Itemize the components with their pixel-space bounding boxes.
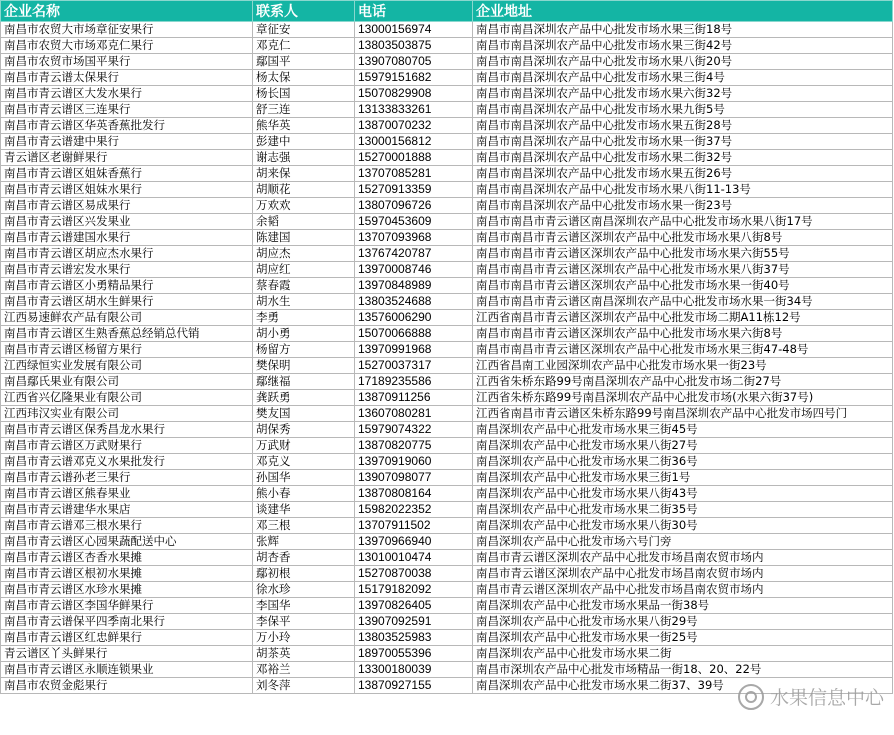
table-row — [1, 662, 893, 678]
phone-cell[interactable]: 15270001888 — [355, 150, 473, 166]
company-name-cell[interactable]: 南昌市青云谱区三连果行 — [1, 102, 253, 118]
company-name-cell[interactable]: 南昌市青云谱区根初水果摊 — [1, 566, 253, 582]
contact-cell[interactable]: 万小玲 — [253, 630, 355, 646]
address-cell[interactable]: 南昌深圳农产品中心批发市场水果品一街38号 — [473, 598, 893, 614]
phone-cell[interactable]: 15070066888 — [355, 326, 473, 342]
address-cell[interactable]: 南昌市南昌深圳农产品中心批发市场水果五街26号 — [473, 166, 893, 182]
phone-cell[interactable]: 15070829908 — [355, 86, 473, 102]
contact-cell[interactable]: 彭建中 — [253, 134, 355, 150]
company-name-cell[interactable]: 南昌市农贸大市场邓克仁果行 — [1, 38, 253, 54]
table-row — [1, 438, 893, 454]
phone-cell[interactable]: 13907098077 — [355, 470, 473, 486]
address-cell[interactable]: 南昌深圳农产品中心批发市场水果八街30号 — [473, 518, 893, 534]
phone-cell[interactable]: 13907092591 — [355, 614, 473, 630]
address-cell[interactable]: 南昌市南昌深圳农产品中心批发市场水果五街28号 — [473, 118, 893, 134]
table-row — [1, 278, 893, 294]
table-row — [1, 646, 893, 662]
table-row — [1, 198, 893, 214]
address-cell[interactable]: 南昌深圳农产品中心批发市场水果八街27号 — [473, 438, 893, 454]
header-phone[interactable]: 电话 — [355, 1, 473, 22]
company-name-cell[interactable]: 江西玮汉实业有限公司 — [1, 406, 253, 422]
contact-cell[interactable]: 鄢国平 — [253, 54, 355, 70]
table-row — [1, 294, 893, 310]
company-name-cell[interactable]: 青云谱区老谢鲜果行 — [1, 150, 253, 166]
address-cell[interactable]: 南昌市深圳农产品中心批发市场精品一街18、20、22号 — [473, 662, 893, 678]
address-cell[interactable]: 南昌深圳农产品中心批发市场水果二街 — [473, 646, 893, 662]
table-row — [1, 454, 893, 470]
phone-cell[interactable]: 15270037317 — [355, 358, 473, 374]
phone-cell[interactable]: 13970991968 — [355, 342, 473, 358]
company-name-cell[interactable]: 江西绿恒实业发展有限公司 — [1, 358, 253, 374]
table-row — [1, 230, 893, 246]
address-cell[interactable]: 南昌市南昌市青云谱区深圳农产品中心批发市场水果六街8号 — [473, 326, 893, 342]
table-row — [1, 22, 893, 38]
company-name-cell[interactable]: 南昌市青云谱区杨留方果行 — [1, 342, 253, 358]
address-cell[interactable]: 南昌市南昌市青云谱区深圳农产品中心批发市场水果三街47-48号 — [473, 342, 893, 358]
phone-cell[interactable]: 13133833261 — [355, 102, 473, 118]
table-row — [1, 214, 893, 230]
contact-cell[interactable]: 鄢继福 — [253, 374, 355, 390]
table-row — [1, 374, 893, 390]
phone-cell[interactable]: 13870070232 — [355, 118, 473, 134]
phone-cell[interactable]: 15979074322 — [355, 422, 473, 438]
table-row — [1, 518, 893, 534]
company-name-cell[interactable]: 南昌市青云谱区易成果行 — [1, 198, 253, 214]
contact-cell[interactable]: 孙国华 — [253, 470, 355, 486]
company-name-cell[interactable]: 南昌市青云谱区胡应杰水果行 — [1, 246, 253, 262]
contact-cell[interactable]: 万武财 — [253, 438, 355, 454]
company-name-cell[interactable]: 南昌市青云谱建国水果行 — [1, 230, 253, 246]
contact-cell[interactable]: 杨太保 — [253, 70, 355, 86]
table-row — [1, 326, 893, 342]
header-company-name[interactable]: 企业名称 — [1, 1, 253, 22]
phone-cell[interactable]: 13970008746 — [355, 262, 473, 278]
header-address[interactable]: 企业地址 — [473, 1, 893, 22]
address-cell[interactable]: 南昌市南昌深圳农产品中心批发市场水果一街23号 — [473, 198, 893, 214]
address-cell[interactable]: 南昌市南昌市青云谱区深圳农产品中心批发市场水果八街37号 — [473, 262, 893, 278]
contact-cell[interactable]: 谢志强 — [253, 150, 355, 166]
table-row — [1, 422, 893, 438]
contact-cell[interactable]: 章征安 — [253, 22, 355, 38]
company-name-cell[interactable]: 南昌市青云谱区大发水果行 — [1, 86, 253, 102]
company-name-cell[interactable]: 江西省兴亿隆果业有限公司 — [1, 390, 253, 406]
company-name-cell[interactable]: 南昌市青云谱区心园果蔬配送中心 — [1, 534, 253, 550]
company-name-cell[interactable]: 南昌市青云谱区杏香水果摊 — [1, 550, 253, 566]
contact-cell[interactable]: 张辉 — [253, 534, 355, 550]
contact-cell[interactable]: 李勇 — [253, 310, 355, 326]
address-cell[interactable]: 南昌深圳农产品中心批发市场六号门旁 — [473, 534, 893, 550]
table-row — [1, 502, 893, 518]
phone-cell[interactable]: 13803524688 — [355, 294, 473, 310]
address-cell[interactable]: 南昌深圳农产品中心批发市场水果三街45号 — [473, 422, 893, 438]
address-cell[interactable]: 江西省昌南工业园深圳农产品中心批发市场水果一街23号 — [473, 358, 893, 374]
contact-cell[interactable]: 谈建华 — [253, 502, 355, 518]
phone-cell[interactable]: 15179182092 — [355, 582, 473, 598]
contact-cell[interactable]: 蔡春霞 — [253, 278, 355, 294]
phone-cell[interactable]: 15270870038 — [355, 566, 473, 582]
address-cell[interactable]: 南昌市南昌深圳农产品中心批发市场水果六街32号 — [473, 86, 893, 102]
contact-cell[interactable]: 余韬 — [253, 214, 355, 230]
address-cell[interactable]: 江西省朱桥东路99号南昌深圳农产品中心批发市场二街27号 — [473, 374, 893, 390]
company-name-cell[interactable]: 南昌市青云谱建中果行 — [1, 134, 253, 150]
contact-cell[interactable]: 李国华 — [253, 598, 355, 614]
company-name-cell[interactable]: 南昌市青云谱太保果行 — [1, 70, 253, 86]
address-cell[interactable]: 南昌市南昌市青云谱区深圳农产品中心批发市场水果八街8号 — [473, 230, 893, 246]
address-cell[interactable]: 南昌深圳农产品中心批发市场水果二街37、39号 — [473, 678, 893, 694]
address-cell[interactable]: 南昌市南昌深圳农产品中心批发市场水果三街4号 — [473, 70, 893, 86]
address-cell[interactable]: 南昌市青云谱区深圳农产品中心批发市场昌南农贸市场内 — [473, 566, 893, 582]
company-name-cell[interactable]: 南昌市青云谱区红忠鲜果行 — [1, 630, 253, 646]
address-cell[interactable]: 南昌深圳农产品中心批发市场水果一街25号 — [473, 630, 893, 646]
address-cell[interactable]: 南昌深圳农产品中心批发市场水果二街36号 — [473, 454, 893, 470]
table-row — [1, 678, 893, 694]
phone-cell[interactable]: 15982022352 — [355, 502, 473, 518]
contact-cell[interactable]: 龚跃勇 — [253, 390, 355, 406]
company-name-cell[interactable]: 南昌市青云谱区保秀昌龙水果行 — [1, 422, 253, 438]
address-cell[interactable]: 南昌深圳农产品中心批发市场水果八街43号 — [473, 486, 893, 502]
contact-cell[interactable]: 徐水珍 — [253, 582, 355, 598]
phone-cell[interactable]: 13803525983 — [355, 630, 473, 646]
address-cell[interactable]: 江西省朱桥东路99号南昌深圳农产品中心批发市场(水果六街37号) — [473, 390, 893, 406]
address-cell[interactable]: 南昌市南昌市青云谱区南昌深圳农产品中心批发市场水果八街17号 — [473, 214, 893, 230]
company-name-cell[interactable]: 南昌市青云谱建华水果店 — [1, 502, 253, 518]
address-cell[interactable]: 南昌市青云谱区深圳农产品中心批发市场昌南农贸市场内 — [473, 582, 893, 598]
contact-cell[interactable]: 胡来保 — [253, 166, 355, 182]
company-name-cell[interactable]: 南昌市青云谱区李国华鲜果行 — [1, 598, 253, 614]
phone-cell[interactable]: 13870927155 — [355, 678, 473, 694]
address-cell[interactable]: 南昌市南昌深圳农产品中心批发市场水果二街32号 — [473, 150, 893, 166]
contact-cell[interactable]: 胡保秀 — [253, 422, 355, 438]
company-name-cell[interactable]: 南昌市青云谱区兴发果业 — [1, 214, 253, 230]
table-row — [1, 486, 893, 502]
phone-cell[interactable]: 13607080281 — [355, 406, 473, 422]
phone-cell[interactable]: 13807096726 — [355, 198, 473, 214]
company-name-cell[interactable]: 南昌市青云谱区胡水生鲜果行 — [1, 294, 253, 310]
address-cell[interactable]: 南昌深圳农产品中心批发市场水果二街35号 — [473, 502, 893, 518]
phone-cell[interactable]: 13803503875 — [355, 38, 473, 54]
contact-cell[interactable]: 胡小勇 — [253, 326, 355, 342]
address-cell[interactable]: 南昌市青云谱区深圳农产品中心批发市场昌南农贸市场内 — [473, 550, 893, 566]
address-cell[interactable]: 南昌市南昌深圳农产品中心批发市场水果八街11-13号 — [473, 182, 893, 198]
table-row — [1, 534, 893, 550]
company-name-cell[interactable]: 南昌市青云谱区熊春果业 — [1, 486, 253, 502]
contact-cell[interactable]: 舒三连 — [253, 102, 355, 118]
company-name-cell[interactable]: 南昌市农贸金彪果行 — [1, 678, 253, 694]
company-name-cell[interactable]: 南昌市青云谱区生熟香蕉总经销总代销 — [1, 326, 253, 342]
contact-cell[interactable]: 胡水生 — [253, 294, 355, 310]
table-row — [1, 54, 893, 70]
company-name-cell[interactable]: 南昌市青云谱区水珍水果摊 — [1, 582, 253, 598]
company-name-cell[interactable]: 南昌市青云谱宏发水果行 — [1, 262, 253, 278]
table-row — [1, 166, 893, 182]
contact-cell[interactable]: 邓克义 — [253, 454, 355, 470]
table-row — [1, 390, 893, 406]
company-name-cell[interactable]: 南昌市农贸大市场章征安果行 — [1, 22, 253, 38]
address-cell[interactable]: 南昌市南昌深圳农产品中心批发市场水果一街37号 — [473, 134, 893, 150]
table-row — [1, 150, 893, 166]
phone-cell[interactable]: 13300180039 — [355, 662, 473, 678]
phone-cell[interactable]: 13870820775 — [355, 438, 473, 454]
address-cell[interactable]: 南昌市南昌市青云谱区南昌深圳农产品中心批发市场水果一街34号 — [473, 294, 893, 310]
phone-cell[interactable]: 13970966940 — [355, 534, 473, 550]
contact-cell[interactable]: 邓克仁 — [253, 38, 355, 54]
address-cell[interactable]: 南昌市南昌市青云谱区深圳农产品中心批发市场水果六街55号 — [473, 246, 893, 262]
address-cell[interactable]: 南昌市南昌深圳农产品中心批发市场水果三街42号 — [473, 38, 893, 54]
phone-cell[interactable]: 13707093968 — [355, 230, 473, 246]
watermark-text: 水果信息中心 — [769, 687, 884, 709]
contact-cell[interactable]: 胡应红 — [253, 262, 355, 278]
table-row — [1, 342, 893, 358]
phone-cell[interactable]: 13000156812 — [355, 134, 473, 150]
address-cell[interactable]: 南昌市南昌深圳农产品中心批发市场水果八街20号 — [473, 54, 893, 70]
company-name-cell[interactable]: 南昌市青云谱邓克义水果批发行 — [1, 454, 253, 470]
contact-cell[interactable]: 胡茶英 — [253, 646, 355, 662]
table-row — [1, 550, 893, 566]
company-name-cell[interactable]: 南昌市青云谱区姐妹水果行 — [1, 182, 253, 198]
company-name-cell[interactable]: 南昌市青云谱孙老三果行 — [1, 470, 253, 486]
phone-cell[interactable]: 13576006290 — [355, 310, 473, 326]
company-name-cell[interactable]: 南昌市青云谱区华英香蕉批发行 — [1, 118, 253, 134]
table-row — [1, 630, 893, 646]
address-cell[interactable]: 南昌市南昌深圳农产品中心批发市场水果九街5号 — [473, 102, 893, 118]
company-name-cell[interactable]: 南昌鄢氏果业有限公司 — [1, 374, 253, 390]
phone-cell[interactable]: 13907080705 — [355, 54, 473, 70]
table-body — [1, 22, 893, 694]
contact-cell[interactable]: 鄢初根 — [253, 566, 355, 582]
phone-cell[interactable]: 13010010474 — [355, 550, 473, 566]
table-row — [1, 566, 893, 582]
phone-cell[interactable]: 15270913359 — [355, 182, 473, 198]
address-cell[interactable]: 南昌市南昌深圳农产品中心批发市场水果三街18号 — [473, 22, 893, 38]
contact-cell[interactable]: 胡应杰 — [253, 246, 355, 262]
table-row — [1, 246, 893, 262]
table-row — [1, 102, 893, 118]
phone-cell[interactable]: 13870808164 — [355, 486, 473, 502]
contact-cell[interactable]: 杨长国 — [253, 86, 355, 102]
contact-cell[interactable]: 邓三根 — [253, 518, 355, 534]
contact-cell[interactable]: 陈建国 — [253, 230, 355, 246]
contact-cell[interactable]: 万欢欢 — [253, 198, 355, 214]
contact-cell[interactable]: 邓裕兰 — [253, 662, 355, 678]
table-row — [1, 582, 893, 598]
company-name-cell[interactable]: 南昌市青云谱邓三根水果行 — [1, 518, 253, 534]
address-cell[interactable]: 南昌市南昌市青云谱区深圳农产品中心批发市场水果一街40号 — [473, 278, 893, 294]
table-row — [1, 614, 893, 630]
contact-cell[interactable]: 杨留方 — [253, 342, 355, 358]
company-name-cell[interactable]: 南昌市青云谱区小勇精品果行 — [1, 278, 253, 294]
phone-cell[interactable]: 17189235586 — [355, 374, 473, 390]
phone-cell[interactable]: 13707085281 — [355, 166, 473, 182]
table-row — [1, 262, 893, 278]
table-row — [1, 70, 893, 86]
contact-cell[interactable]: 熊华英 — [253, 118, 355, 134]
table-row — [1, 118, 893, 134]
table-row — [1, 358, 893, 374]
address-cell[interactable]: 江西省南昌市青云谱区深圳农产品中心批发市场二期A11栋12号 — [473, 310, 893, 326]
contact-cell[interactable]: 李保平 — [253, 614, 355, 630]
company-name-cell[interactable]: 南昌市青云谱区永顺连锁果业 — [1, 662, 253, 678]
company-name-cell[interactable]: 江西易速鲜农产品有限公司 — [1, 310, 253, 326]
contact-cell[interactable]: 刘冬萍 — [253, 678, 355, 694]
header-contact[interactable]: 联系人 — [253, 1, 355, 22]
phone-cell[interactable]: 13970919060 — [355, 454, 473, 470]
company-name-cell[interactable]: 南昌市农贸市场国平果行 — [1, 54, 253, 70]
contact-cell[interactable]: 樊友国 — [253, 406, 355, 422]
table-row — [1, 470, 893, 486]
phone-cell[interactable]: 15970453609 — [355, 214, 473, 230]
table-row — [1, 38, 893, 54]
phone-cell[interactable]: 13000156974 — [355, 22, 473, 38]
table-row — [1, 406, 893, 422]
phone-cell[interactable]: 18970055396 — [355, 646, 473, 662]
address-cell[interactable]: 南昌深圳农产品中心批发市场水果三街1号 — [473, 470, 893, 486]
phone-cell[interactable]: 13767420787 — [355, 246, 473, 262]
address-cell[interactable]: 南昌深圳农产品中心批发市场水果八街29号 — [473, 614, 893, 630]
company-name-cell[interactable]: 南昌市青云谱保平四季南北果行 — [1, 614, 253, 630]
table-row — [1, 134, 893, 150]
company-name-cell[interactable]: 南昌市青云谱区万武财果行 — [1, 438, 253, 454]
company-name-cell[interactable]: 南昌市青云谱区姐妹香蕉行 — [1, 166, 253, 182]
address-cell[interactable]: 江西省南昌市青云谱区朱桥东路99号南昌深圳农产品中心批发市场四号门 — [473, 406, 893, 422]
table-row — [1, 310, 893, 326]
phone-cell[interactable]: 13970848989 — [355, 278, 473, 294]
contact-cell[interactable]: 熊小春 — [253, 486, 355, 502]
phone-cell[interactable]: 13707911502 — [355, 518, 473, 534]
header-row — [1, 1, 893, 22]
company-name-cell[interactable]: 青云谱区丫头鲜果行 — [1, 646, 253, 662]
phone-cell[interactable]: 15979151682 — [355, 70, 473, 86]
contact-cell[interactable]: 胡杏香 — [253, 550, 355, 566]
table-row — [1, 182, 893, 198]
table-row — [1, 598, 893, 614]
phone-cell[interactable]: 13970826405 — [355, 598, 473, 614]
phone-cell[interactable]: 13870911256 — [355, 390, 473, 406]
contact-cell[interactable]: 胡顺花 — [253, 182, 355, 198]
contact-cell[interactable]: 樊保明 — [253, 358, 355, 374]
table-row — [1, 86, 893, 102]
